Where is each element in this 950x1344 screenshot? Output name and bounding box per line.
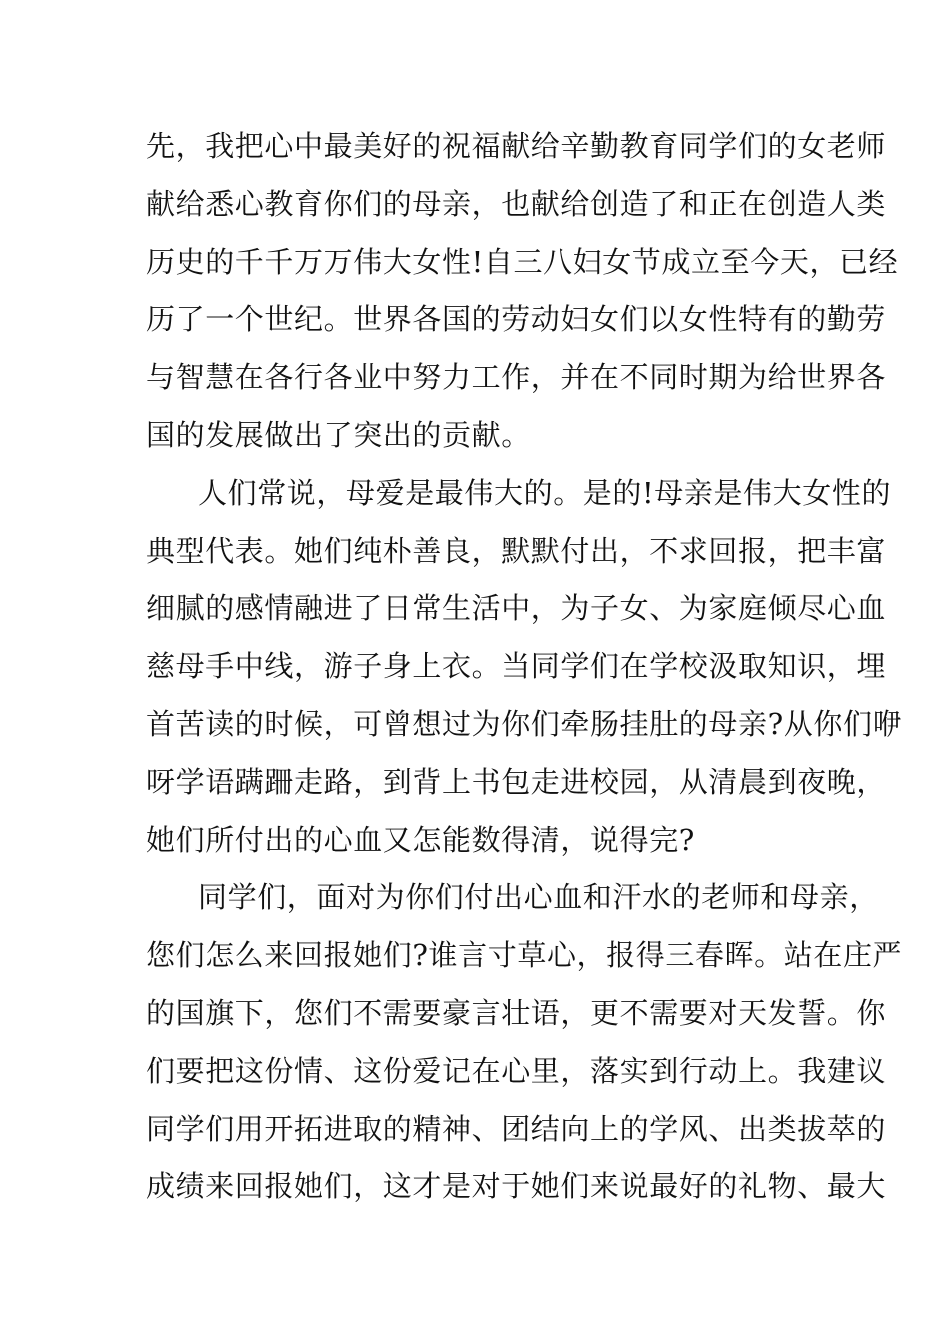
- text-line: 同学们用开拓进取的精神、团结向上的学风、出类拔萃的: [146, 1111, 887, 1146]
- paragraph-3: [146, 869, 903, 1216]
- text-line: 献给悉心教育你们的母亲，也献给创造了和正在创造人类: [146, 186, 887, 221]
- text-line: 成绩来回报她们，这才是对于她们来说最好的礼物、最大: [146, 1169, 887, 1204]
- text-line: 首苦读的时候，可曾想过为你们牵肠挂肚的母亲?从你们咿: [146, 706, 903, 741]
- paragraph-1: [146, 118, 899, 465]
- text-line: 细腻的感情融进了日常生活中，为子女、为家庭倾尽心血: [146, 591, 887, 626]
- text-line: 同学们，面对为你们付出心血和汗水的老师和母亲，: [198, 880, 879, 915]
- text-line: 们要把这份情、这份爱记在心里，落实到行动上。我建议: [146, 1053, 887, 1088]
- text-line: 呀学语蹒跚走路，到背上书包走进校园，从清晨到夜晚，: [146, 764, 887, 799]
- text-line: 人们常说，母爱是最伟大的。是的!母亲是伟大女性的: [198, 475, 892, 510]
- text-line: 慈母手中线，游子身上衣。当同学们在学校汲取知识，埋: [146, 649, 887, 684]
- text-line: 典型代表。她们纯朴善良，默默付出，不求回报，把丰富: [146, 533, 887, 568]
- text-line: 先，我把心中最美好的祝福献给辛勤教育同学们的女老师: [146, 129, 887, 163]
- text-line: 她们所付出的心血又怎能数得清，说得完?: [146, 822, 695, 857]
- text-line: 您们怎么来回报她们?谁言寸草心，报得三春晖。站在庄严: [146, 938, 903, 973]
- text-line: 历了一个世纪。世界各国的劳动妇女们以女性特有的勤劳: [146, 302, 887, 337]
- paragraph-2: [146, 465, 903, 870]
- text-line: 历史的千千万万伟大女性!自三八妇女节成立至今天，已经: [146, 244, 899, 279]
- text-line: 与智慧在各行各业中努力工作，并在不同时期为给世界各: [146, 360, 887, 395]
- document-body: [146, 118, 903, 1216]
- text-line: 的国旗下，您们不需要豪言壮语，更不需要对天发誓。你: [146, 995, 887, 1030]
- text-line: 国的发展做出了突出的贡献。: [146, 417, 531, 452]
